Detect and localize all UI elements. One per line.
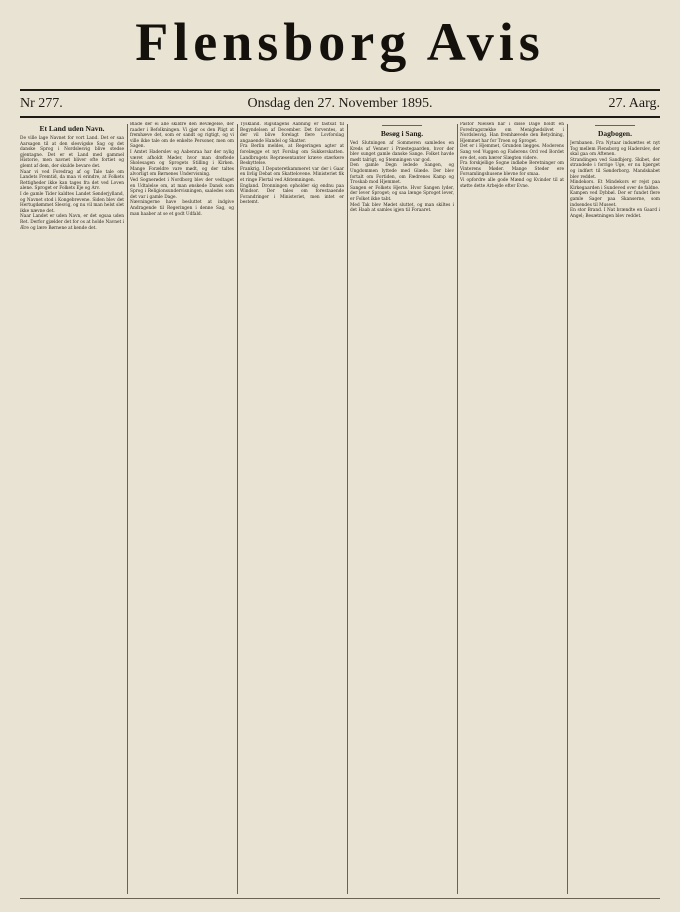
issue-rule xyxy=(20,116,660,118)
issue-number: Nr 277. xyxy=(20,96,63,111)
column-divider xyxy=(457,124,458,894)
paragraph: Med Tak blev Mødet sluttet, og man skiltes i det Haab at samles igjen til Foraaret. xyxy=(350,202,454,214)
column-divider xyxy=(347,124,348,894)
paragraph: Den gamle Degn ledede Sangen, og Ungdommen lyttede med Glæde. Der blev fortalt om Fortiden, om Fædrenes Kamp og Troskab mod Hjemmet. xyxy=(350,163,454,186)
column-4 xyxy=(350,122,454,214)
paragraph: Det er i Hjemmet, Grunden lægges. Moderens Sang ved Vuggen og Faderens Ord ved Bordet ere det, som bærer Slægten videre. xyxy=(460,144,564,161)
column-5 xyxy=(460,122,564,189)
paragraph: Vi opfordre alle gode Mænd og Kvinder til at støtte dette Arbejde efter Evne. xyxy=(460,177,564,189)
masthead-rule xyxy=(20,89,660,91)
paragraph: Ved Sognerødet i Nordborg blev der vedtaget en Udtalelse om, at man ønskede Dansk som Sprog i Religionsundervisningen, saaledes som det var i gamle Dage. xyxy=(130,177,234,200)
paragraph: Naar Landet er uden Navn, er det ogsaa uden Ret. Derfor gjælder det for os at holde Navnet i Ære og lære Børnene at kende det. xyxy=(20,214,124,231)
column-6 xyxy=(570,122,660,219)
article-head: Besøg i Sang. xyxy=(380,129,424,138)
article-head: Dagbogen. xyxy=(598,129,632,138)
paragraph: Ved Slutningen af Sommeren samledes en Kreds af Venner i Præstegaarden, hvor der blev sunget gamle danske Sange. Folket havde mødt talrigt, og Stemningen var god. xyxy=(350,141,454,163)
issue-date: Onsdag den 27. November 1895. xyxy=(247,96,433,111)
paragraph: Sangen er Folkets Hjerte. Hvor Sangen lyder, der lever Sproget; og saa længe Sproget lever, er Folket ikke tabt. xyxy=(350,185,454,202)
column-3 xyxy=(240,122,344,206)
article-head: Et Land uden Navn. xyxy=(39,124,105,133)
paragraph: Fra Berlin meldes, at Regeringen agter at forelægge et nyt Forslag om Sukkerskatten. Landbrugets Repræsentanter kræve stærkere Beskyttelse. xyxy=(240,144,344,167)
column-divider xyxy=(237,124,238,894)
paragraph: Fra forskjellige Sogne indløbe Beretninger om Vinterens Møder. Mange Steder ere Forsamlingshusene blevne for smaa. xyxy=(460,161,564,178)
bottom-rule xyxy=(20,898,660,899)
paragraph: En stor Brand. I Nat brændte en Gaard i Angel; Besætningen blev reddet. xyxy=(570,208,660,219)
issue-line xyxy=(20,96,660,114)
paragraph: Kampen ved Dybbøl. Der er fundet flere gamle Sager paa Skanserne, som indsendes til Museet. xyxy=(570,191,660,208)
paragraph: Nævningerne have besluttet at indgive Andragende til Regeringen i denne Sag, og man haaber at se et godt Udfald. xyxy=(130,200,234,217)
issue-year: 27. Aarg. xyxy=(608,96,660,111)
column-2 xyxy=(130,122,234,217)
column-divider xyxy=(127,124,128,894)
paragraph: Strandingen ved Sandbjerg. Skibet, der strandede i forrige Uge, er nu bjærget og indført til Sønderborg. Mandskabet blev reddet. xyxy=(570,157,660,180)
column-divider xyxy=(567,124,568,894)
paragraph: Pastor Nielsen har i disse Dage holdt en Foredragsrække om Menighedslivet i Nordslesvig. Han fremhævede den Betydning, Hjemmet har for Troen og Sproget. xyxy=(460,122,564,144)
paragraph: England. Dronningen opholder sig endnu paa Windsor. Der tales om forestaaende Forandringer i Ministeriet, men intet er bestemt. xyxy=(240,183,344,206)
separator xyxy=(595,125,635,126)
separator xyxy=(382,125,422,126)
masthead-title: Flensborg Avis xyxy=(135,12,545,72)
paragraph: Tyskland. Rigsdagens Aabning er fastsat til Begyndelsen af December. Det forventes, at der vil blive forelagt flere Lovforslag angaaende Handel og Skatter. xyxy=(240,122,344,144)
column-1 xyxy=(20,122,124,231)
paragraph: Naar vi ved Foredrag af og Tale tale om Landets Fremtid, da maa vi erindre, at Folkets Rettigheder ikke kan tages fra det ved Loven alene. Sproget er Folkets Eje og Arv. xyxy=(20,169,124,192)
paragraph: De ville lage Navnet for vort Land. Det er saa Aarsagen til at den slesvigske Sag og det danske Sprog i Nordslesvig blive stedse gjentagne. Det er et Land med gammel Historie, men navnet bliver ofte fortiet og glemt af dem, der skulde bevare det. xyxy=(20,136,124,169)
paragraph: I de gamle Tider kaldtes Landet Sønderjylland, og Navnet stod i Kongebrevene. Siden blev det Hertugdømmet Slesvig, og nu vil man helst slet ikke nævne det. xyxy=(20,191,124,214)
paragraph: Blade der ei alle skildre den Bevægelse, der raader i Befolkningen. Vi gjør os den Pligt at fremhæve det, som er sandt og rigtigt, og vi ville ikke tale om de enkelte Personer, men om Sagen. xyxy=(130,122,234,150)
paragraph: Frankrig. I Deputeretkammeret var der i Gaar en livlig Debat om Skattelovene. Ministeriet fik et ringe Flertal ved Afstemningen. xyxy=(240,166,344,183)
paragraph: I Amtet Haderslev og Aabenraa har der nylig været afholdt Møder, hvor man drøftede Skolesagen og Sprogets Stilling i Kirken. Mange Forældre vare mødt, og der taltes alvorligt om Børnenes Undervisning. xyxy=(130,149,234,178)
paragraph: Mindekors. Et Mindekors er rejst paa Kirkegaarden i Sundeved over de faldne. xyxy=(570,180,660,191)
paragraph: Jernbanen. Fra Nytaar indsættes et nyt Tog mellem Flensborg og Haderslev, der skal gaa om Aftenen. xyxy=(570,141,660,158)
